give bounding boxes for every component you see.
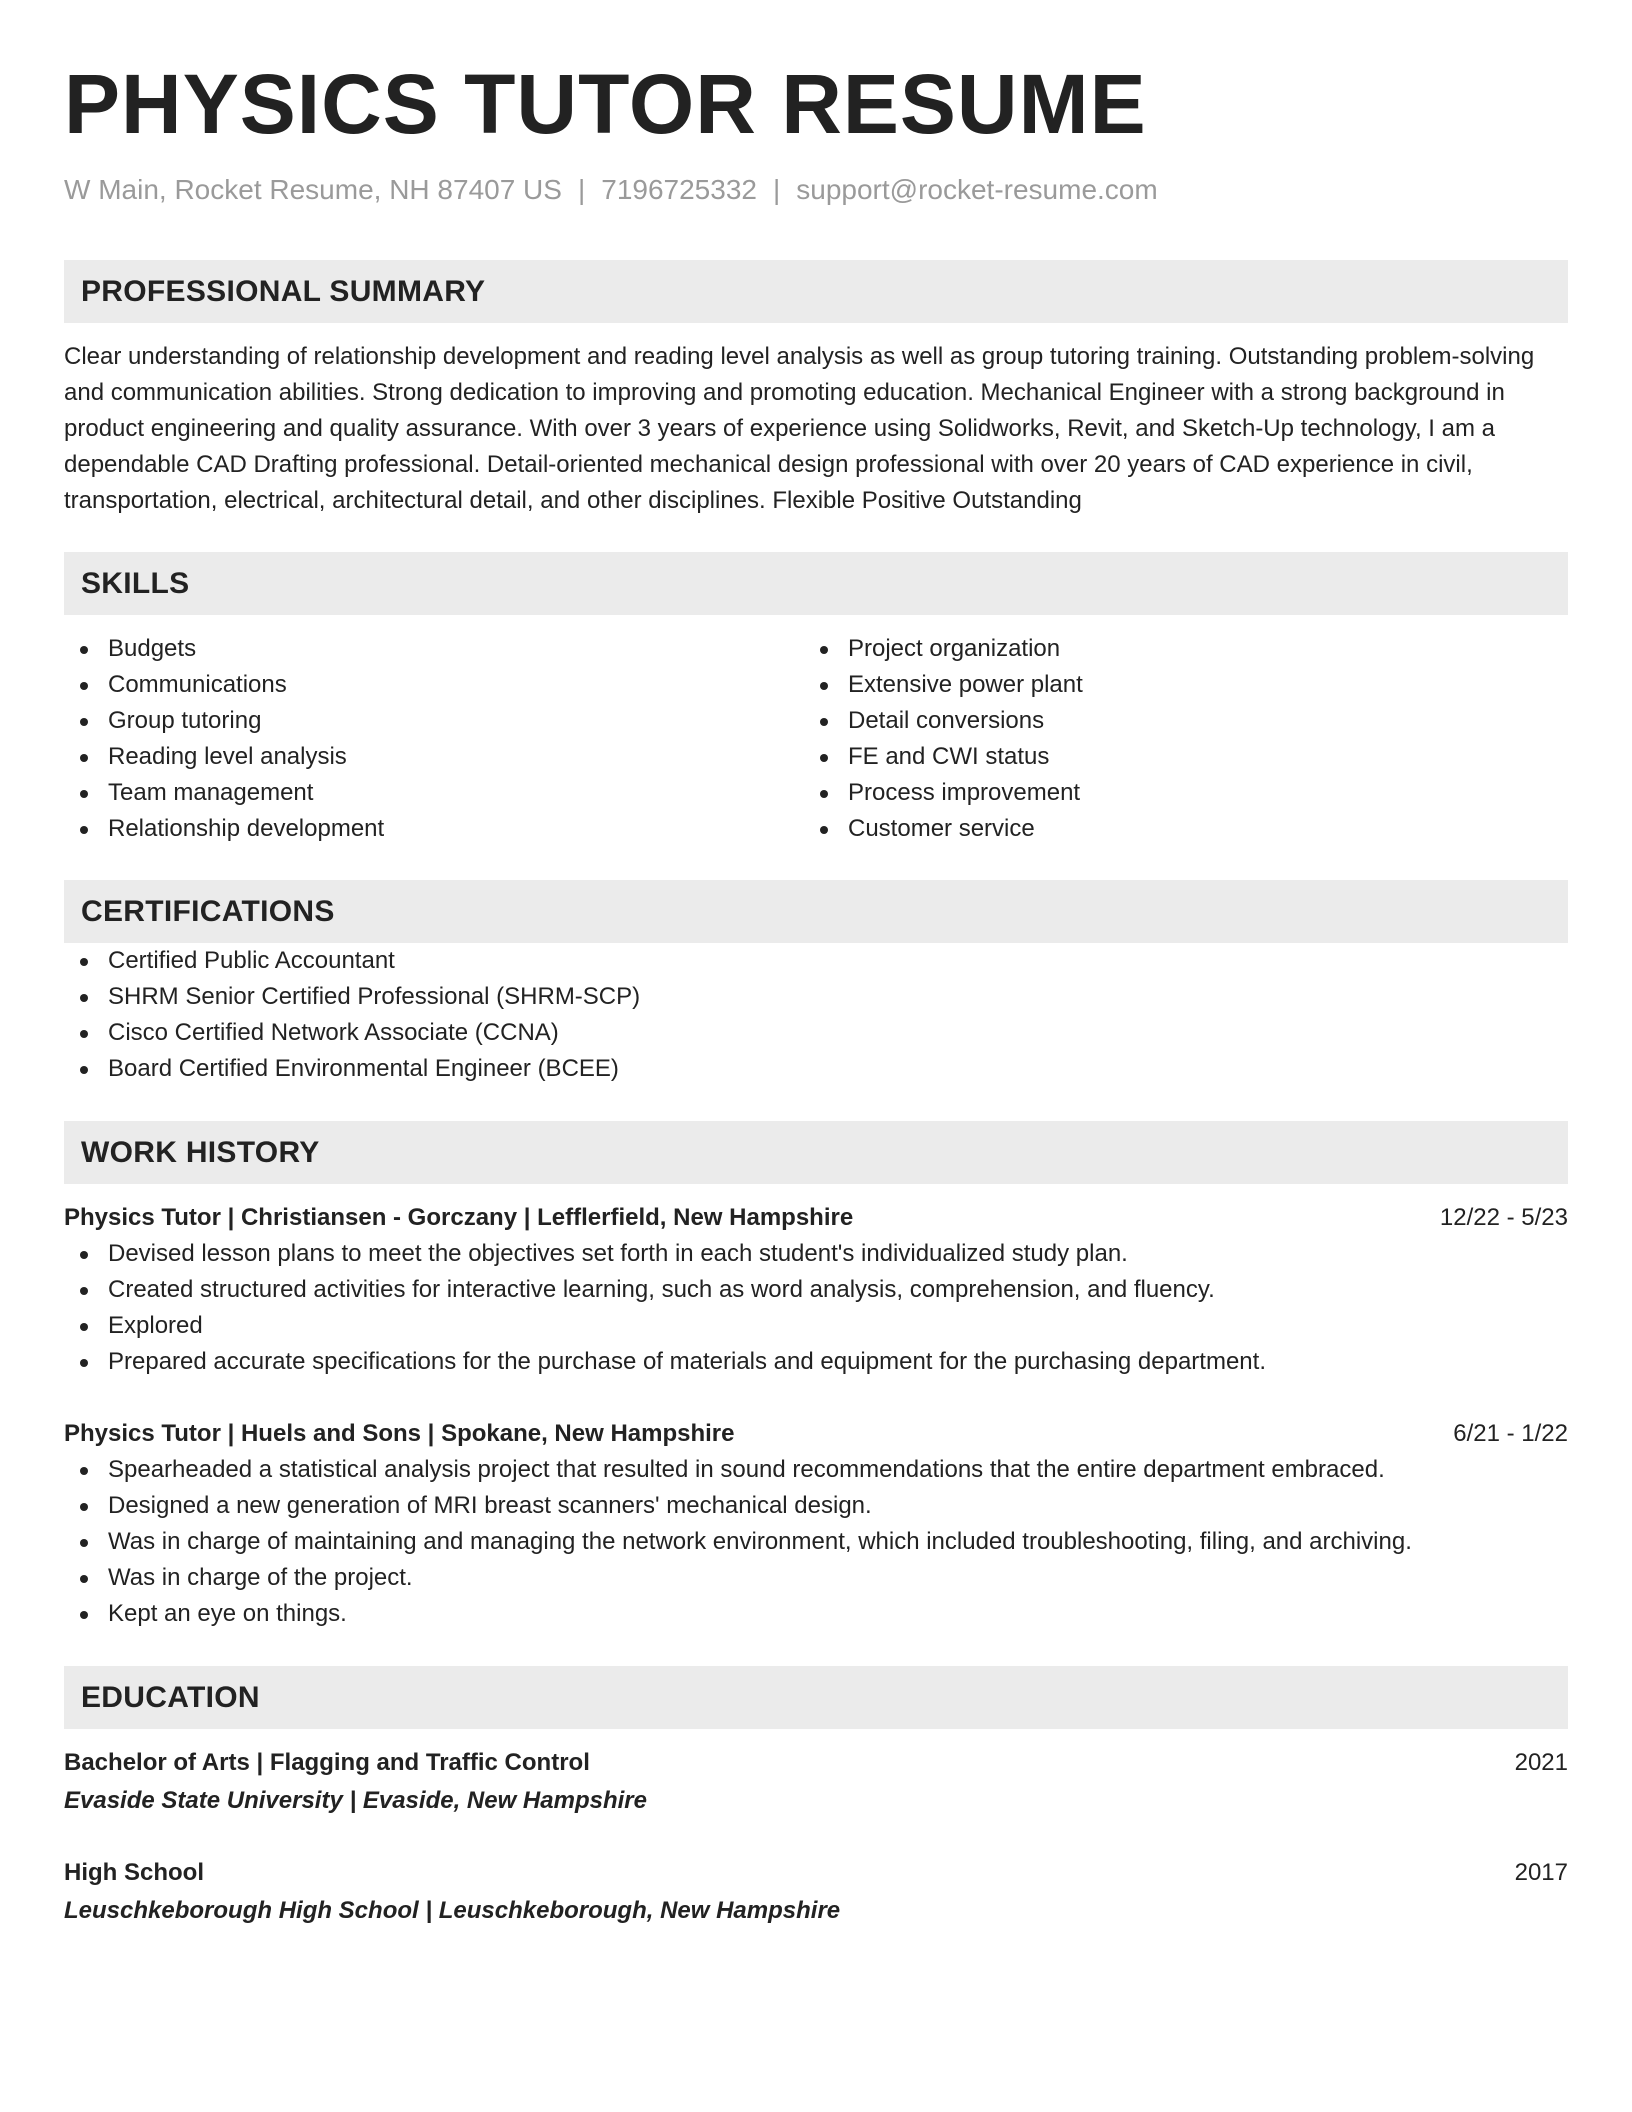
- contact-separator: |: [772, 174, 781, 205]
- contact-address: W Main, Rocket Resume, NH 87407 US: [64, 174, 562, 205]
- education-degree: Bachelor of Arts | Flagging and Traffic Control: [64, 1749, 590, 1776]
- certification-item: Board Certified Environmental Engineer (BCEE): [64, 1051, 1568, 1087]
- job-title: Physics Tutor | Christiansen - Gorczany | Lefflerfield, New Hampshire: [64, 1204, 854, 1231]
- skill-item: Process improvement: [804, 775, 1544, 811]
- skill-item: Extensive power plant: [804, 667, 1544, 703]
- education-entry: [64, 1745, 1568, 1819]
- contact-line: [64, 172, 1568, 208]
- section-header-skills: SKILLS: [64, 552, 1568, 615]
- skill-item: Project organization: [804, 631, 1544, 667]
- job-header: [64, 1200, 1568, 1236]
- education-header: [64, 1745, 1568, 1781]
- section-header-work-history: WORK HISTORY: [64, 1121, 1568, 1184]
- job-bullets: [64, 1236, 1568, 1380]
- job-entry: [64, 1416, 1568, 1632]
- contact-phone: 7196725332: [601, 174, 757, 205]
- skill-item: Communications: [64, 667, 804, 703]
- job-dates: 6/21 - 1/22: [1453, 1420, 1568, 1447]
- education-degree: High School: [64, 1859, 204, 1886]
- job-title: Physics Tutor | Huels and Sons | Spokane, New Hampshire: [64, 1420, 735, 1447]
- education-year: 2021: [1514, 1749, 1568, 1776]
- section-header-summary: PROFESSIONAL SUMMARY: [64, 260, 1568, 323]
- education-entry: [64, 1855, 1568, 1929]
- job-bullets: [64, 1452, 1568, 1632]
- section-header-certifications: CERTIFICATIONS: [64, 880, 1568, 943]
- certification-item: Certified Public Accountant: [64, 943, 1568, 979]
- job-bullet: Kept an eye on things.: [64, 1596, 1568, 1632]
- contact-separator: |: [577, 174, 586, 205]
- contact-email[interactable]: support@rocket-resume.com: [796, 174, 1158, 205]
- skill-item: Customer service: [804, 811, 1544, 847]
- skill-item: FE and CWI status: [804, 739, 1544, 775]
- summary-text: Clear understanding of relationship development and reading level analysis as well as group tutoring training. Outstanding problem-solving and communication abilities. Strong dedication to improving and promoting education. Mechanical Engineer with a strong background in product engineering and quality assurance. With over 3 years of experience using Solidworks, Revit, and Sketch-Up technology, I am a dependable CAD Drafting professional. Detail-oriented mechanical design professional with over 20 years of CAD experience in civil, transportation, electrical, architectural detail, and other disciplines. Flexible Positive Outstanding: [64, 343, 1535, 514]
- section-header-education: EDUCATION: [64, 1666, 1568, 1729]
- certification-item: SHRM Senior Certified Professional (SHRM-SCP): [64, 979, 1568, 1015]
- certification-item: Cisco Certified Network Associate (CCNA): [64, 1015, 1568, 1051]
- job-bullet: Was in charge of the project.: [64, 1560, 1568, 1596]
- job-bullet: Created structured activities for interactive learning, such as word analysis, comprehension, and fluency.: [64, 1272, 1568, 1308]
- skills-list-right: [804, 631, 1544, 847]
- resume-title: PHYSICS TUTOR RESUME: [64, 57, 1147, 151]
- skill-item: Group tutoring: [64, 703, 804, 739]
- job-bullet: Spearheaded a statistical analysis project that resulted in sound recommendations that the entire department embraced.: [64, 1452, 1568, 1488]
- job-bullet: Explored: [64, 1308, 1568, 1344]
- skill-item: Budgets: [64, 631, 804, 667]
- skill-item: Detail conversions: [804, 703, 1544, 739]
- job-bullet: Prepared accurate specifications for the purchase of materials and equipment for the purchasing department.: [64, 1344, 1568, 1380]
- education-header: [64, 1855, 1568, 1891]
- certifications-list: [64, 943, 1568, 1087]
- education-year: 2017: [1514, 1859, 1568, 1886]
- job-entry: [64, 1200, 1568, 1380]
- skills-list-left: [64, 631, 804, 847]
- job-bullet: Devised lesson plans to meet the objectives set forth in each student's individualized study plan.: [64, 1236, 1568, 1272]
- job-dates: 12/22 - 5/23: [1439, 1204, 1568, 1231]
- job-bullet: Designed a new generation of MRI breast scanners' mechanical design.: [64, 1488, 1568, 1524]
- education-school: Evaside State University | Evaside, New Hampshire: [64, 1787, 647, 1814]
- education-school: Leuschkeborough High School | Leuschkeborough, New Hampshire: [64, 1897, 841, 1924]
- job-header: [64, 1416, 1568, 1452]
- skills-columns: [64, 631, 1568, 847]
- skill-item: Team management: [64, 775, 804, 811]
- skill-item: Reading level analysis: [64, 739, 804, 775]
- job-bullet: Was in charge of maintaining and managing the network environment, which included troubleshooting, filing, and archiving.: [64, 1524, 1568, 1560]
- skill-item: Relationship development: [64, 811, 804, 847]
